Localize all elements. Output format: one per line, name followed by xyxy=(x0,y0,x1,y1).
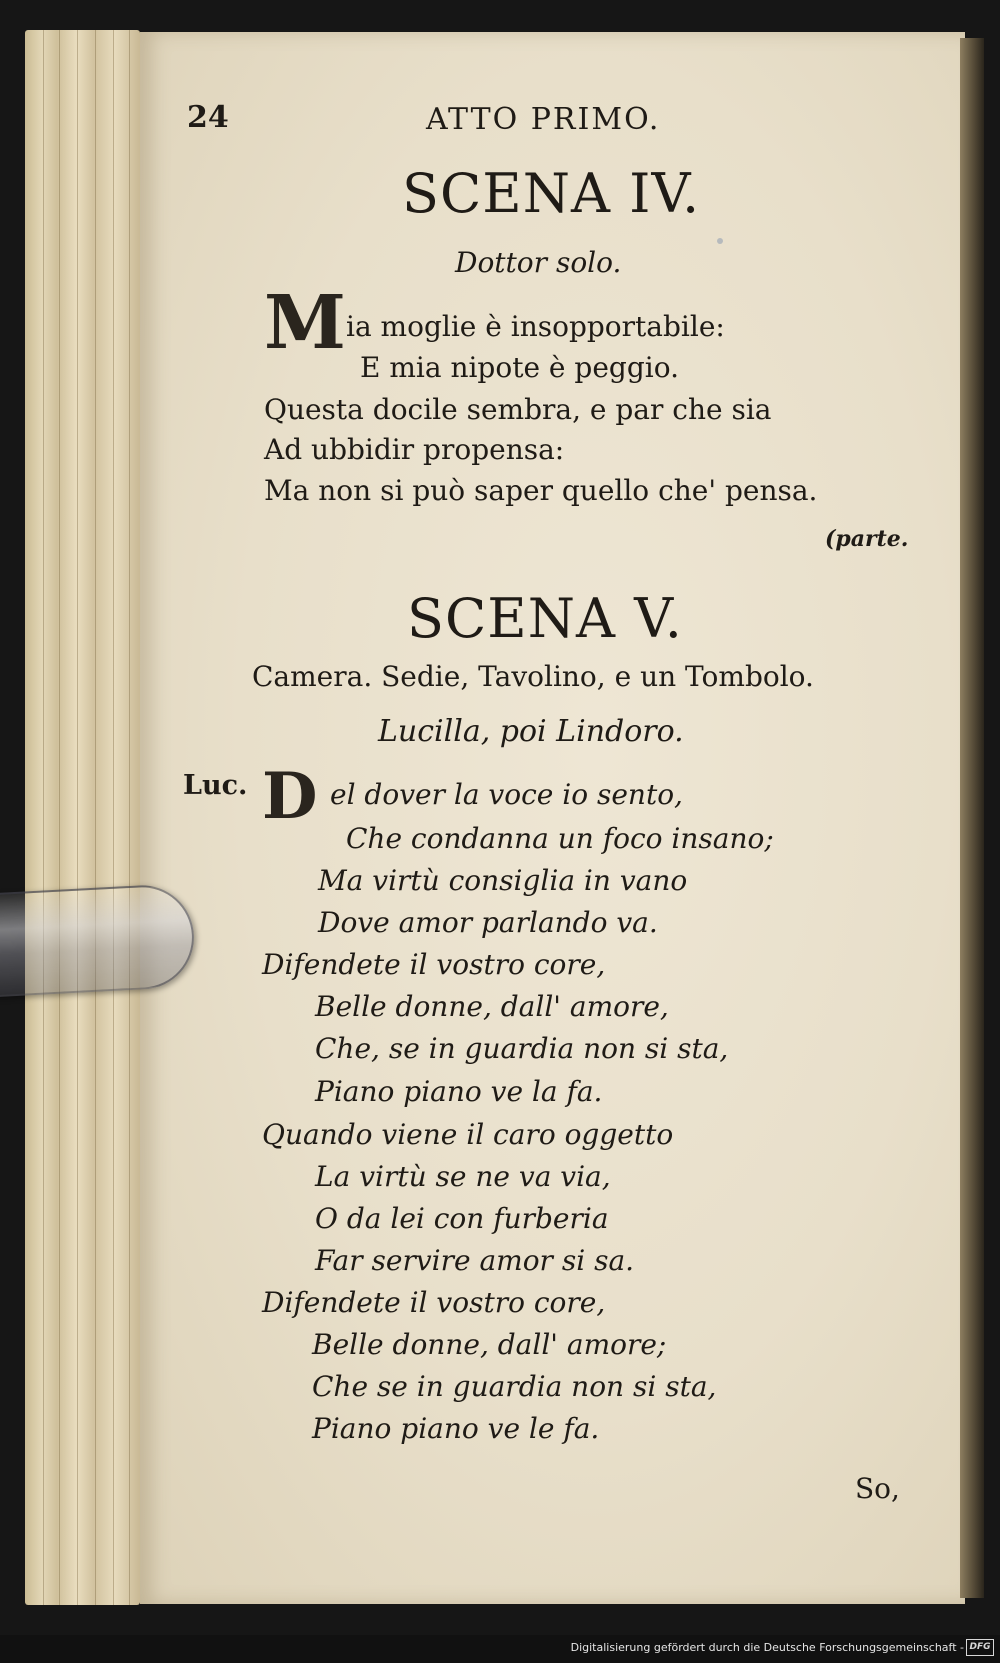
page-number: 24 xyxy=(187,100,229,135)
aria-line: Belle donne, dall' amore, xyxy=(315,990,669,1023)
running-head: ATTO PRIMO. xyxy=(426,102,661,137)
scene-heading: SCENA V. xyxy=(407,587,683,650)
aria-line: Piano piano ve la fa. xyxy=(315,1075,603,1108)
aria-line: Dove amor parlando va. xyxy=(318,906,658,939)
drop-cap: D xyxy=(262,759,318,834)
dfg-logo-icon: DFG xyxy=(966,1639,994,1656)
verse-line: Ad ubbidir propensa: xyxy=(264,433,565,466)
page-stack-fore-edge xyxy=(25,30,140,1605)
verse-line: ia moglie è insopportabile: xyxy=(346,310,725,343)
aria-line: Ma virtù consiglia in vano xyxy=(318,864,688,897)
aria-line: Piano piano ve le fa. xyxy=(312,1412,600,1445)
aria-line: O da lei con furberia xyxy=(315,1202,609,1235)
paper-speck xyxy=(717,238,723,244)
aria-line: Che condanna un foco insano; xyxy=(346,822,774,855)
aria-line: Belle donne, dall' amore; xyxy=(312,1328,667,1361)
footer-credit: Digitalisierung gefördert durch die Deutsche Forschungsgemeinschaft - xyxy=(570,1641,964,1654)
aria-line: el dover la voce io sento, xyxy=(330,778,683,811)
scene-setting: Camera. Sedie, Tavolino, e un Tombolo. xyxy=(252,660,814,693)
glass-page-weight xyxy=(0,883,197,998)
scene-heading: SCENA IV. xyxy=(402,162,701,225)
verse-line: Ma non si può saper quello che' pensa. xyxy=(264,474,818,507)
aria-line: Che se in guardia non si sta, xyxy=(312,1370,717,1403)
aria-line: Difendete il vostro core, xyxy=(262,1286,606,1319)
aria-line: Quando viene il caro oggetto xyxy=(262,1118,674,1151)
aria-line: Far servire amor si sa. xyxy=(315,1244,635,1277)
binding-edge xyxy=(960,38,984,1598)
speaker-label: Luc. xyxy=(183,770,248,801)
drop-cap: M xyxy=(264,280,346,366)
verse-line: E mia nipote è peggio. xyxy=(360,351,679,384)
verse-line: Questa docile sembra, e par che sia xyxy=(264,393,772,426)
scene-persons: Dottor solo. xyxy=(455,246,622,279)
aria-line: Difendete il vostro core, xyxy=(262,948,606,981)
scene-persons: Lucilla, poi Lindoro. xyxy=(378,714,684,749)
aria-line: Che, se in guardia non si sta, xyxy=(315,1032,729,1065)
aria-line: La virtù se ne va via, xyxy=(315,1160,611,1193)
catchword: So, xyxy=(855,1472,900,1505)
stage-direction: (parte. xyxy=(825,526,909,552)
